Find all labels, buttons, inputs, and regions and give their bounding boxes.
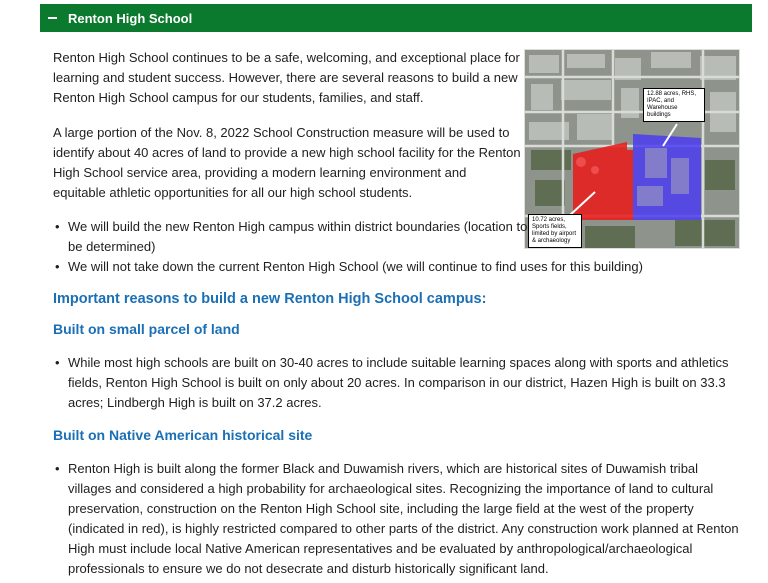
accordion-title: Renton High School [68, 10, 193, 26]
intro-paragraph-1: Renton High School continues to be a safe, welcoming, and exceptional place for learning and student success. However, there are several reasons to build a new Renton High School campus for our students, families, and staff. [53, 50, 520, 105]
list-item: • We will build the new Renton High campus within district boundaries (location to be determined) [53, 217, 538, 257]
native-site-list [53, 459, 743, 579]
red-area-label: 10.72 acres, Sports fields, limited by airport & archaeology [528, 214, 582, 248]
list-item: • While most high schools are built on 30-40 acres to include suitable learning spaces along with sports and athletics fields, Renton High School is built on only about 20 acres. In comparison in our district, Hazen High is built on 33.3 acres; Lindbergh High is built on 37.2 acres. [53, 353, 743, 413]
small-parcel-heading: Built on small parcel of land [53, 321, 240, 337]
reasons-heading: Important reasons to build a new Renton High School campus: [53, 291, 487, 307]
list-item: • We will not take down the current Renton High School (we will continue to find uses for this building) [53, 257, 753, 277]
intro-paragraph-2: A large portion of the Nov. 8, 2022 School Construction measure will be used to identify about 40 acres of land to provide a new high school facility for the Renton High School service area, providing a modern learning environment and equitable athletic opportunities for all our high school students. [53, 125, 521, 200]
minus-icon [48, 17, 57, 19]
plans-list [53, 217, 753, 277]
accordion-header[interactable] [40, 4, 752, 32]
native-site-heading: Built on Native American historical site [53, 427, 313, 443]
blue-area-label: 12.88 acres, RHS, IPAC, and Warehouse buildings [643, 88, 705, 122]
list-item: • Renton High is built along the former Black and Duwamish rivers, which are historical sites of Duwamish tribal villages and considered a high probability for archaeological sites. Recognizing the importance of land to cultural preservation, construction on the Renton High School site, including the large field at the west of the property (indicated in red), is highly restricted compared to other parts of the district. Any construction work planned at Renton High must include local Native American representatives and be evaluated by anthropological/archaeological professionals to ensure we do not desecrate and disturb historically significant land. [53, 459, 743, 579]
small-parcel-list [53, 353, 743, 413]
accordion-content [53, 48, 753, 579]
